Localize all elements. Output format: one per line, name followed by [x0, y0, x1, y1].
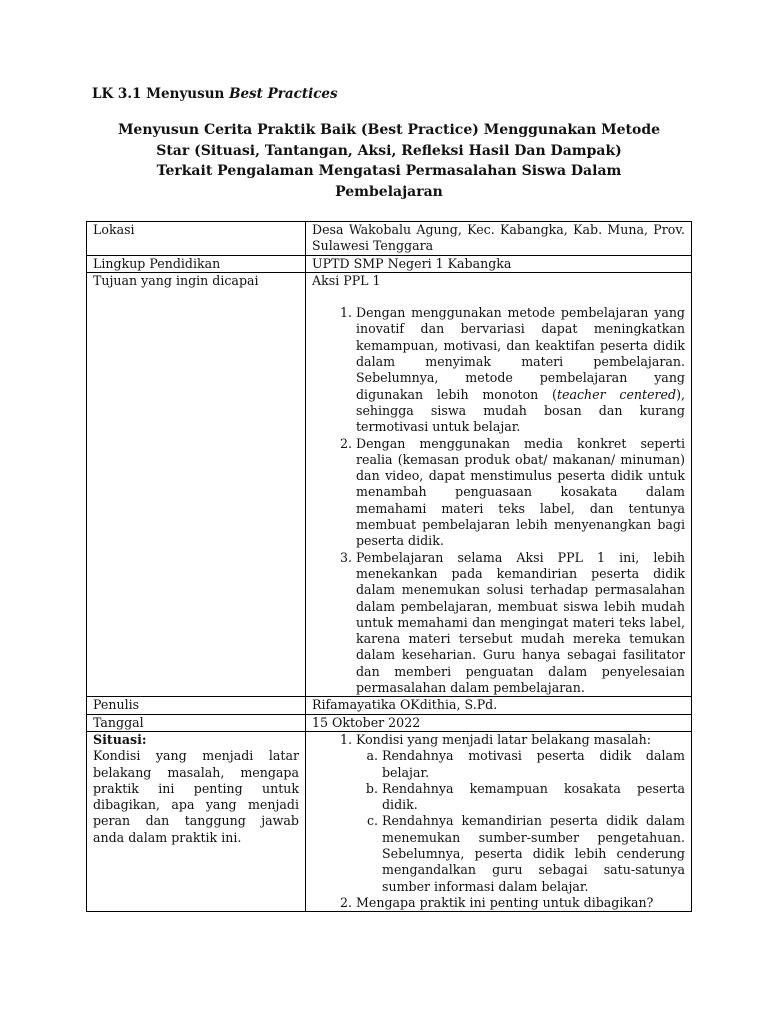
- title-line-3: Terkait Pengalaman Mengatasi Permasalahan Siswa Dalam: [156, 163, 622, 179]
- situasi-label: Situasi:: [93, 731, 147, 747]
- tanggal-value: 15 Oktober 2022: [306, 714, 692, 731]
- title-line-1: Menyusun Cerita Praktik Baik (Best Practice) Menggunakan Metode: [117, 122, 661, 138]
- lingkup-value: UPTD SMP Negeri 1 Kabangka: [306, 255, 692, 272]
- tanggal-label: Tanggal: [87, 714, 306, 731]
- situasi-sub-c: c. Rendahnya kemandirian peserta didik dalam menemukan sumber-sumber pengetahuan. Sebelumnya, peserta didik lebih cenderung mengandalkan guru sebagai satu-satunya sumber informasi dalam belajar.: [382, 813, 685, 894]
- title-line-4: Pembelajaran: [335, 183, 443, 200]
- row-tanggal: [87, 714, 692, 731]
- situasi-sub-a: a. Rendahnya motivasi peserta didik dalam belajar.: [382, 748, 685, 781]
- penulis-value: Rifamayatika OKdithia, S.Pd.: [306, 697, 692, 714]
- situasi-description: Kondisi yang menjadi latar belakang masalah, mengapa praktik ini penting untuk dibagikan, apa yang menjadi peran dan tanggung jawab anda dalam praktik ini.: [93, 748, 299, 845]
- document-title: [86, 120, 692, 202]
- tujuan-item-2: 2. Dengan menggunakan media konkret seperti realia (kemasan produk obat/ makanan/ minuman) dan video, dapat menstimulus peserta didik untuk menambah penguasaan kosakata dalam memahami materi teks label, dan tentunya membuat pembelajaran lebih menyenangkan bagi peserta didik.: [356, 436, 685, 550]
- best-practice-table: [86, 221, 692, 912]
- situasi-item-2: 2. Mengapa praktik ini penting untuk dibagikan?: [356, 895, 685, 911]
- situasi-item-1: 1. Kondisi yang menjadi latar belakang masalah: a. Rendahnya motivasi peserta didik dalam belajar. b. Rendahnya kemampuan kosakata peserta didik. c. Rendahnya kemandirian peserta didik dalam menemukan sumber-sumber pengetahuan. Sebelumnya, peserta didik lebih cenderung mengandalkan guru sebagai satu-satunya sumber informasi dalam belajar.: [356, 732, 685, 895]
- tujuan-list: [312, 305, 685, 696]
- lingkup-label: Lingkup Pendidikan: [87, 255, 306, 272]
- heading-italic: Best Practices: [229, 86, 338, 102]
- tujuan-label: Tujuan yang ingin dicapai: [87, 272, 306, 696]
- title-line-2: Star (Situasi, Tantangan, Aksi, Refleksi Hasil Dan Dampak): [156, 142, 622, 159]
- situasi-value: [306, 731, 692, 911]
- row-lingkup: [87, 255, 692, 272]
- penulis-label: Penulis: [87, 697, 306, 714]
- lokasi-value: Desa Wakobalu Agung, Kec. Kabangka, Kab. Muna, Prov. Sulawesi Tenggara: [306, 222, 692, 256]
- situasi-label-cell: [87, 731, 306, 911]
- lokasi-label: Lokasi: [87, 222, 306, 256]
- situasi-sublist: [356, 748, 685, 895]
- tujuan-item-1: 1. Dengan menggunakan metode pembelajaran yang inovatif dan bervariasi dapat meningkatkan kemampuan, motivasi, dan keaktifan peserta didik dalam menyimak materi pembelajaran. Sebelumnya, metode pembelajaran yang digunakan lebih monoton (teacher centered), sehingga siswa mudah bosan dan kurang termotivasi untuk belajar.: [356, 305, 685, 435]
- situasi-sub-b: b. Rendahnya kemampuan kosakata peserta didik.: [382, 781, 685, 814]
- tujuan-intro: Aksi PPL 1: [312, 272, 381, 288]
- row-situasi: [87, 731, 692, 911]
- row-tujuan: [87, 272, 692, 696]
- worksheet-heading: [92, 86, 338, 102]
- heading-prefix: LK 3.1 Menyusun: [92, 86, 225, 102]
- row-lokasi: [87, 222, 692, 256]
- tujuan-item-3: 3. Pembelajaran selama Aksi PPL 1 ini, lebih menekankan pada kemandirian peserta didik dalam menemukan solusi terhadap permasalahan dalam pembelajaran, membuat siswa lebih mudah untuk memahami dan mengingat materi teks label, karena materi tersebut mudah mereka temukan dalam keseharian. Guru hanya sebagai fasilitator dan memberi penguatan dalam penyelesaian permasalahan dalam pembelajaran.: [356, 550, 685, 697]
- row-penulis: [87, 697, 692, 714]
- tujuan-value: [306, 272, 692, 696]
- situasi-list: [312, 732, 685, 911]
